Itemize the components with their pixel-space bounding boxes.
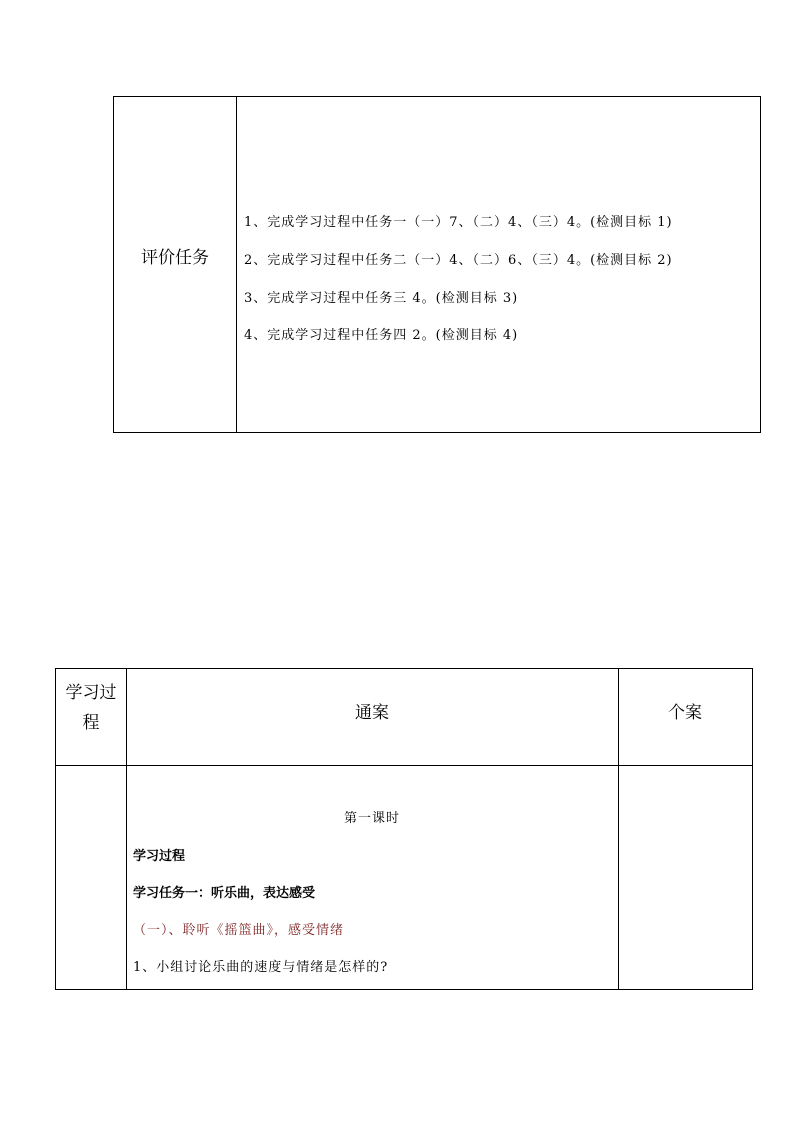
header-individual-plan: 个案 bbox=[668, 703, 702, 723]
table2-border-top bbox=[55, 668, 753, 669]
table-column-divider bbox=[236, 96, 237, 433]
evaluation-task-3: 3、完成学习过程中任务三 4。(检测目标 3) bbox=[244, 291, 519, 306]
table-border-bottom bbox=[113, 432, 761, 433]
evaluation-task-2: 2、完成学习过程中任务二（一）4、（二）6、（三）4。(检测目标 2) bbox=[244, 253, 673, 268]
header-learning-process bbox=[56, 678, 126, 738]
header-general-plan: 通案 bbox=[355, 703, 389, 723]
evaluation-task-4: 4、完成学习过程中任务四 2。(检测目标 4) bbox=[244, 328, 519, 343]
evaluation-task-1: 1、完成学习过程中任务一（一）7、（二）4、（三）4。(检测目标 1) bbox=[244, 215, 673, 230]
section-title: 学习过程 bbox=[133, 849, 186, 864]
table2-border-right bbox=[752, 668, 753, 990]
lesson-title: 第一课时 bbox=[343, 811, 400, 826]
table2-border-bottom bbox=[55, 989, 753, 990]
task-title: 学习任务一：听乐曲，表达感受 bbox=[133, 886, 316, 901]
header-learning-process-line2: 程 bbox=[82, 713, 100, 733]
discussion-question: 1、小组讨论乐曲的速度与情绪是怎样的? bbox=[133, 960, 389, 975]
table-border-right bbox=[760, 96, 761, 433]
header-learning-process-line1: 学习过 bbox=[65, 683, 117, 703]
evaluation-task-label: 评价任务 bbox=[141, 248, 209, 268]
table2-header-divider bbox=[55, 765, 753, 766]
sub-task-title: （一）、聆听《摇篮曲》，感受情绪 bbox=[133, 923, 345, 938]
table-border-top bbox=[113, 96, 761, 97]
